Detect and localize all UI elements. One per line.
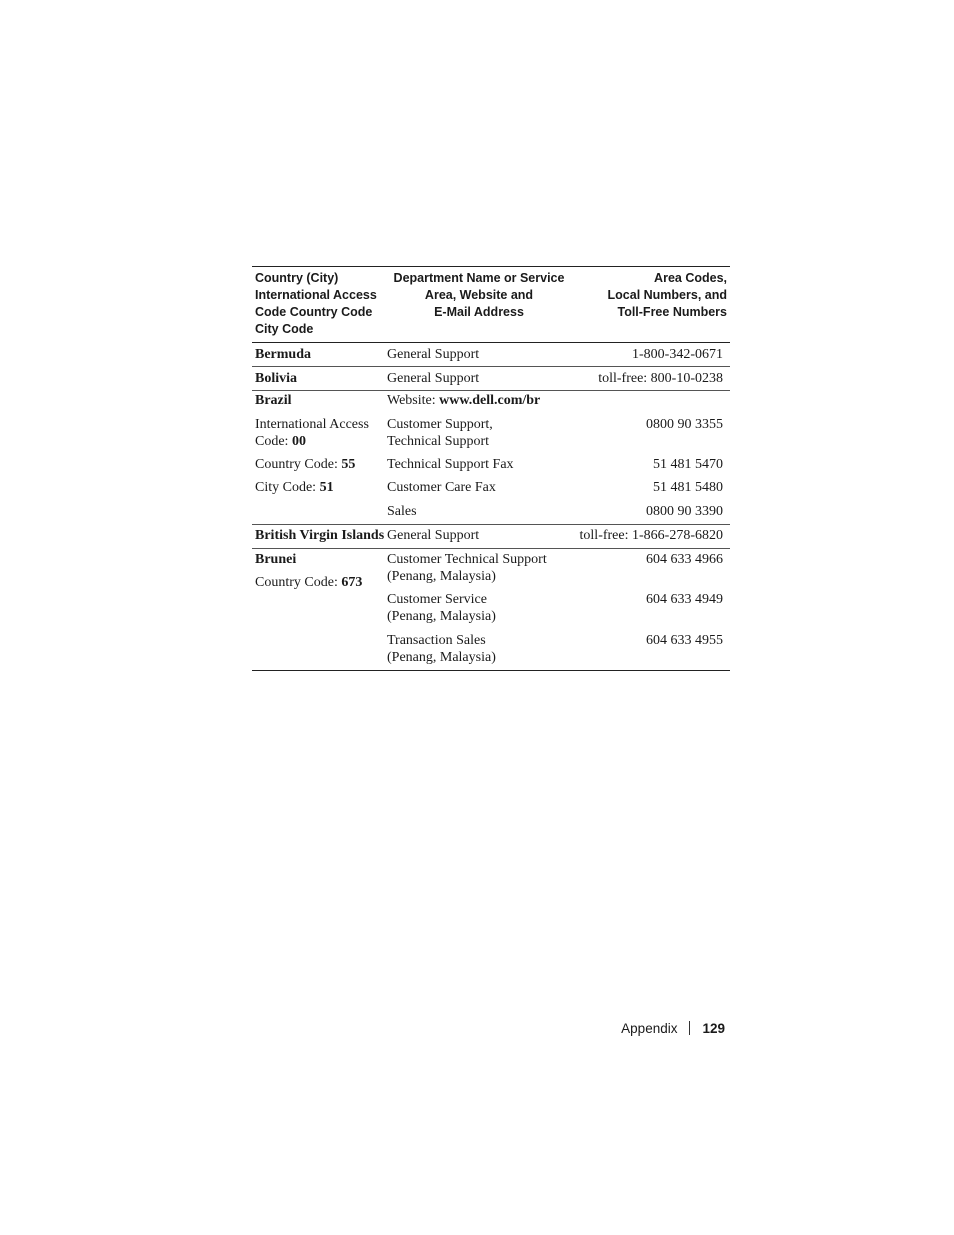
country-code-value: 673 <box>341 575 363 590</box>
website-label: Website: <box>387 393 440 408</box>
iac-value: 00 <box>291 434 306 449</box>
country-name: Bermuda <box>255 347 311 362</box>
table-row-british-virgin-islands <box>252 525 730 549</box>
service-line: (Penang, Malaysia) <box>387 609 496 624</box>
phone-number: toll-free: 800-10-0238 <box>598 371 723 386</box>
service-name: General Support <box>387 371 480 386</box>
service-line: Transaction Sales <box>387 633 486 648</box>
table-row-brunei <box>252 549 730 671</box>
phone-number: 604 633 4949 <box>646 592 723 607</box>
iac-label: International Access <box>255 417 369 432</box>
header-text: Country (City) <box>255 271 339 285</box>
header-department-column <box>384 270 574 321</box>
header-text: Area Codes, <box>654 271 727 285</box>
city-code <box>255 479 383 496</box>
phone-number: toll-free: 1-866-278-6820 <box>579 528 723 543</box>
header-text: Code Country Code <box>255 305 373 319</box>
country-name: Brazil <box>255 393 292 408</box>
header-country-column <box>255 270 383 338</box>
service-name: General Support <box>387 528 480 543</box>
page-footer <box>621 1020 725 1037</box>
table-row-bermuda <box>252 343 730 367</box>
website-line <box>387 392 582 409</box>
country-name: British Virgin Islands <box>255 528 385 543</box>
service-name: Sales <box>387 504 417 519</box>
country-code-label: Country Code: <box>255 457 342 472</box>
header-text: Local Numbers, and <box>607 288 727 302</box>
service-name: Customer Care Fax <box>387 480 496 495</box>
service-line: (Penang, Malaysia) <box>387 650 496 665</box>
table-header <box>252 267 730 343</box>
service-line: Customer Service <box>387 592 487 607</box>
header-text: International Access <box>255 288 377 302</box>
iac-label: Code: <box>255 434 292 449</box>
footer-section: Appendix <box>621 1021 678 1036</box>
phone-number: 0800 90 3355 <box>646 417 723 432</box>
service-line: Customer Technical Support <box>387 552 547 567</box>
header-text: Department Name or Service <box>393 271 565 285</box>
service-name: General Support <box>387 347 480 362</box>
service-line: (Penang, Malaysia) <box>387 569 496 584</box>
phone-number: 51 481 5480 <box>653 480 723 495</box>
website-link[interactable]: www.dell.com/br <box>439 393 541 408</box>
international-access-code <box>255 416 383 450</box>
header-text: Area, Website and <box>424 288 534 302</box>
country-code-value: 55 <box>341 457 356 472</box>
header-text: E-Mail Address <box>434 305 524 319</box>
country-name: Brunei <box>255 552 297 567</box>
page-number: 129 <box>702 1021 725 1036</box>
header-text: City Code <box>255 322 314 336</box>
phone-number: 1-800-342-0671 <box>632 347 723 362</box>
phone-number: 604 633 4955 <box>646 633 723 648</box>
table-row-brazil <box>252 391 730 525</box>
country-name: Bolivia <box>255 371 298 386</box>
phone-number: 51 481 5470 <box>653 457 723 472</box>
country-code <box>255 574 383 591</box>
city-code-label: City Code: <box>255 480 320 495</box>
city-code-value: 51 <box>319 480 334 495</box>
service-line: Technical Support <box>387 434 490 449</box>
service-name: Technical Support Fax <box>387 457 514 472</box>
country-code-label: Country Code: <box>255 575 342 590</box>
table-row-bolivia <box>252 367 730 391</box>
phone-number: 604 633 4966 <box>646 552 723 567</box>
header-text: Toll-Free Numbers <box>617 305 727 319</box>
footer-divider <box>689 1021 690 1035</box>
phone-number: 0800 90 3390 <box>646 504 723 519</box>
header-numbers-column <box>567 270 727 321</box>
country-code <box>255 456 383 473</box>
contact-table <box>252 266 730 671</box>
service-line: Customer Support, <box>387 417 493 432</box>
